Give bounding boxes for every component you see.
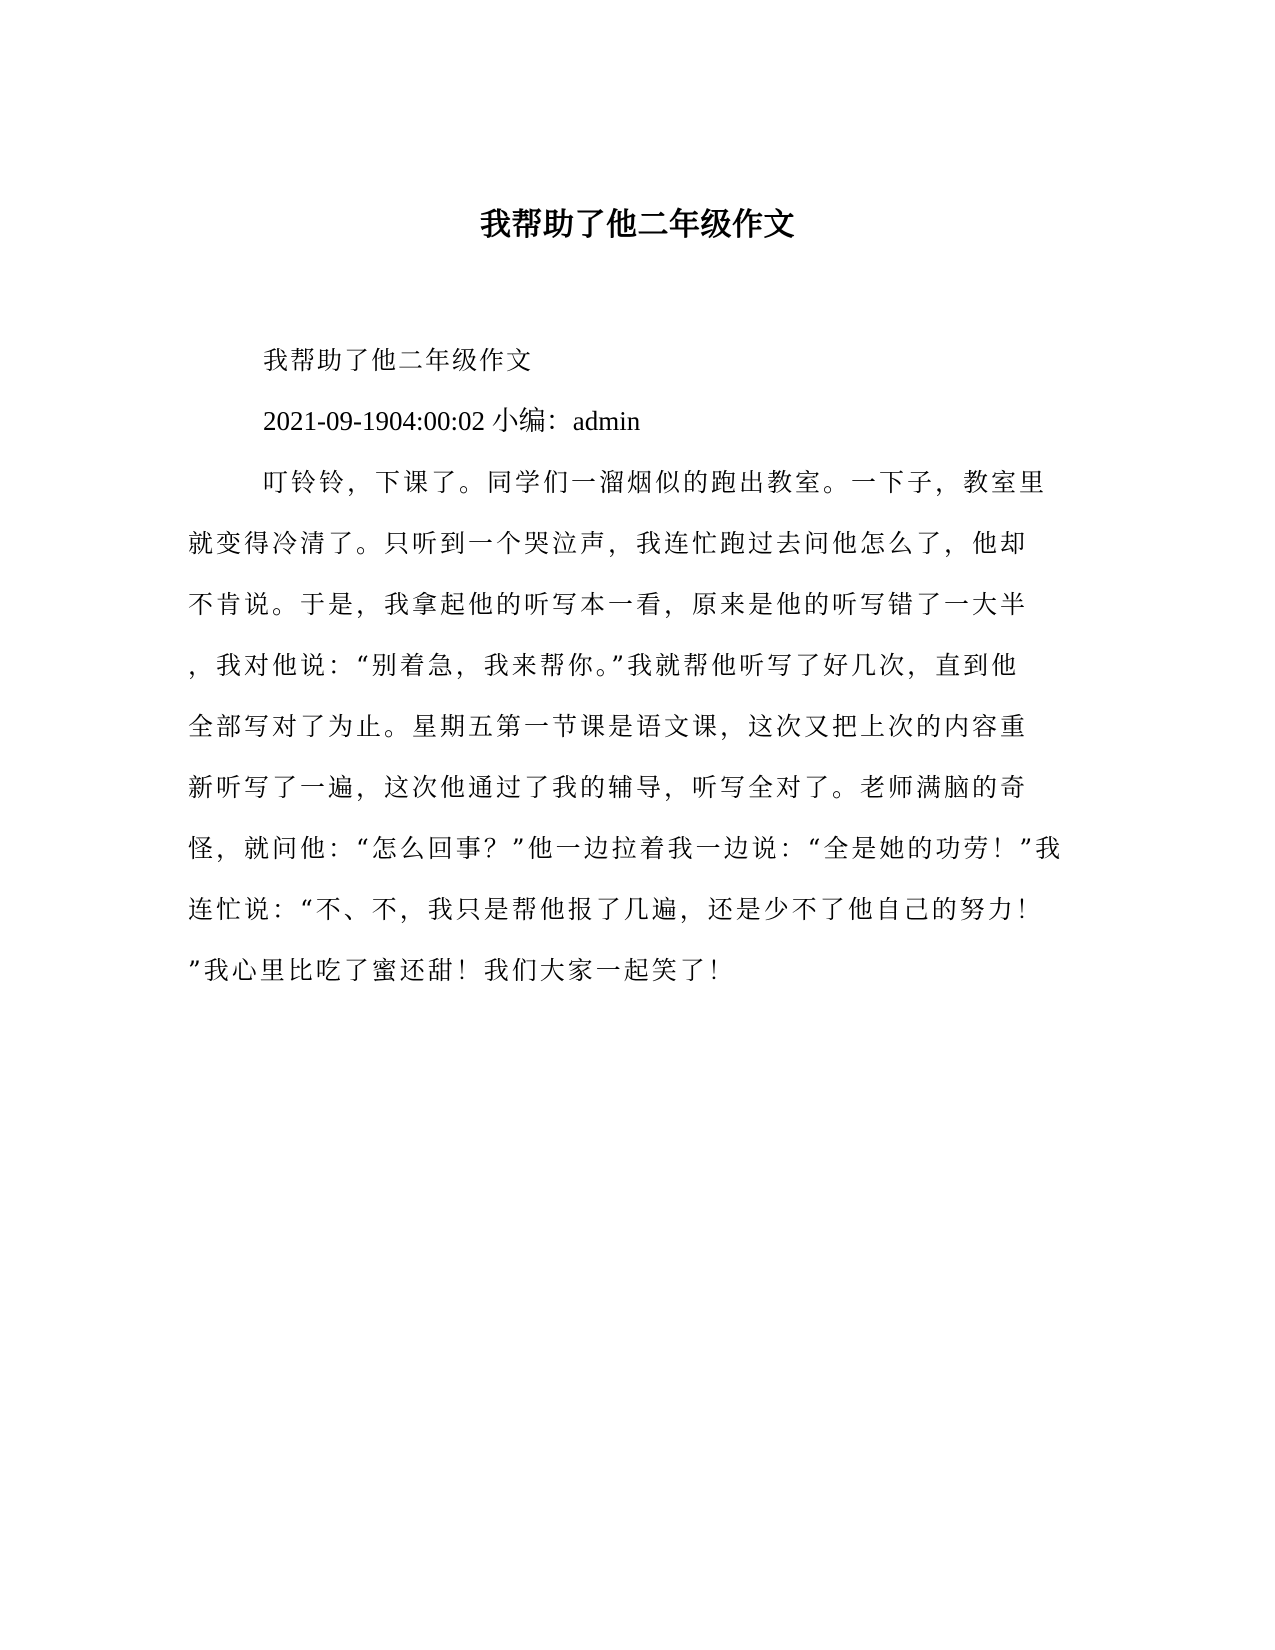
document-title: 我帮助了他二年级作文	[480, 207, 795, 243]
body-line: ”我心里比吃了蜜还甜！我们大家一起笑了！	[188, 956, 736, 985]
body-line: 连忙说：“不、不，我只是帮他报了几遍，还是少不了他自己的努力！	[188, 895, 1044, 924]
body-line: 新听写了一遍，这次他通过了我的辅导，听写全对了。老师满脑的奇	[188, 773, 1029, 802]
body-line: 就变得冷清了。只听到一个哭泣声，我连忙跑过去问他怎么了，他却	[188, 529, 1029, 558]
article-subtitle: 我帮助了他二年级作文	[263, 346, 534, 375]
body-line: 怪，就问他：“怎么回事？”他一边拉着我一边说：“全是她的功劳！”我	[188, 834, 1064, 863]
article-meta: 2021-09-1904:00:02 小编：admin	[263, 406, 641, 436]
body-line: 全部写对了为止。星期五第一节课是语文课，这次又把上次的内容重	[188, 712, 1029, 741]
body-line: 不肯说。于是，我拿起他的听写本一看，原来是他的听写错了一大半	[188, 590, 1029, 619]
article-body	[188, 452, 1085, 1001]
body-line: 叮铃铃，下课了。同学们一溜烟似的跑出教室。一下子，教室里	[263, 468, 1048, 497]
document-content	[188, 330, 1085, 1001]
body-line: ，我对他说：“别着急，我来帮你。”我就帮他听写了好几次，直到他	[188, 651, 1020, 680]
